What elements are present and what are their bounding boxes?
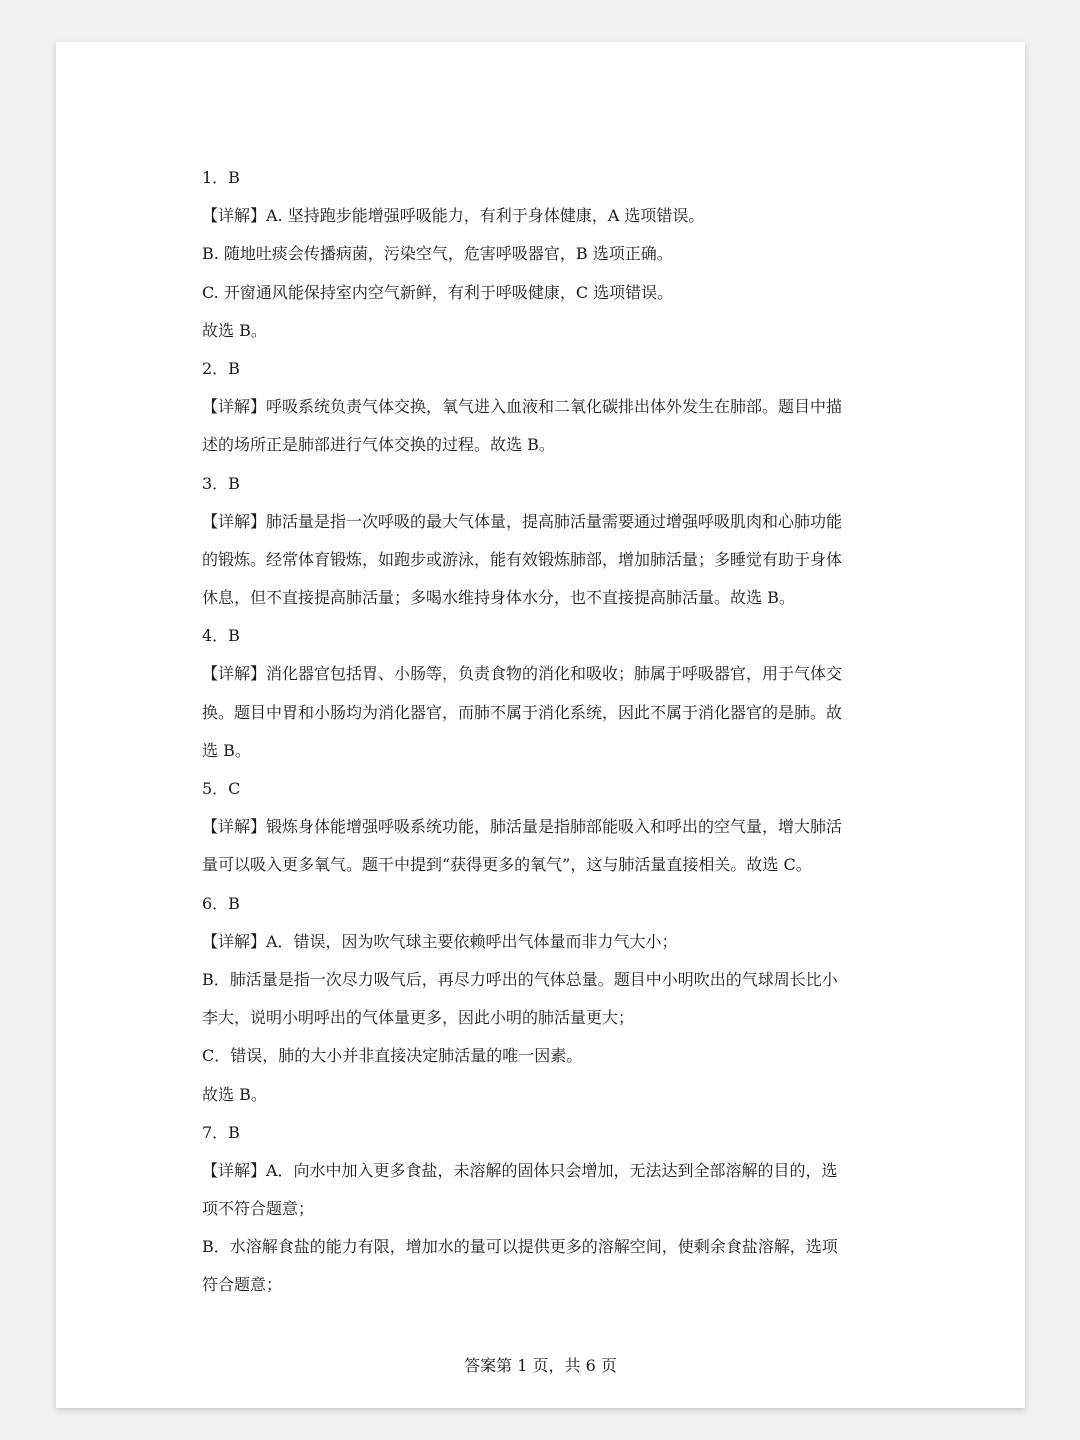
- text-line: 4．B: [202, 626, 240, 646]
- text-line: 故选 B。: [202, 1084, 267, 1104]
- text-line: 项不符合题意；: [202, 1199, 315, 1219]
- text-line: 休息，但不直接提高肺活量；多喝水维持身体水分，也不直接提高肺活量。故选 B。: [202, 588, 795, 608]
- text-line: C．错误，肺的大小并非直接决定肺活量的唯一因素。: [202, 1046, 583, 1066]
- text-line: 故选 B。: [202, 320, 267, 340]
- text-line: 【详解】A．错误，因为吹气球主要依赖呼出气体量而非力气大小；: [202, 931, 678, 951]
- text-line: 的锻炼。经常体育锻炼，如跑步或游泳，能有效锻炼肺部，增加肺活量；多睡觉有助于身体: [202, 549, 843, 569]
- text-line: 2．B: [202, 358, 240, 378]
- answer-content: [202, 163, 882, 1309]
- text-line: B．肺活量是指一次尽力吸气后，再尽力呼出的气体总量。题目中小明吹出的气球周长比小: [202, 969, 838, 989]
- text-line: 6．B: [202, 893, 240, 913]
- page-footer: 答案第 1 页，共 6 页: [464, 1356, 617, 1375]
- text-line: 1．B: [202, 168, 240, 187]
- text-line: 换。题目中胃和小肠均为消化器官，而肺不属于消化系统，因此不属于消化器官的是肺。故: [202, 702, 843, 722]
- text-line: C. 开窗通风能保持室内空气新鲜，有利于呼吸健康，C 选项错误。: [202, 282, 674, 302]
- text-line: 符合题意；: [202, 1275, 283, 1295]
- text-line: 量可以吸入更多氧气。题干中提到“获得更多的氧气”，这与肺活量直接相关。故选 C。: [202, 855, 812, 875]
- text-line: 3．B: [202, 473, 240, 493]
- document-page: [56, 42, 1025, 1408]
- text-line: 【详解】呼吸系统负责气体交换，氧气进入血液和二氧化碳排出体外发生在肺部。题目中描: [202, 397, 843, 417]
- text-line: B．水溶解食盐的能力有限，增加水的量可以提供更多的溶解空间，使剩余食盐溶解，选项: [202, 1237, 838, 1257]
- text-line: 【详解】锻炼身体能增强呼吸系统功能，肺活量是指肺部能吸入和呼出的空气量，增大肺活: [202, 817, 843, 837]
- text-line: 选 B。: [202, 740, 251, 760]
- text-line: 【详解】肺活量是指一次呼吸的最大气体量，提高肺活量需要通过增强呼吸肌肉和心肺功能: [202, 511, 843, 531]
- text-line: 述的场所正是肺部进行气体交换的过程。故选 B。: [202, 435, 555, 455]
- text-line: B. 随地吐痰会传播病菌，污染空气，危害呼吸器官，B 选项正确。: [202, 244, 673, 264]
- text-line: 【详解】A．向水中加入更多食盐，未溶解的固体只会增加，无法达到全部溶解的目的，选: [202, 1160, 838, 1180]
- text-line: 【详解】消化器官包括胃、小肠等，负责食物的消化和吸收；肺属于呼吸器官，用于气体交: [202, 664, 843, 684]
- text-line: 5．C: [202, 779, 241, 798]
- text-line: 【详解】A. 坚持跑步能增强呼吸能力，有利于身体健康，A 选项错误。: [202, 206, 705, 226]
- text-line: 7．B: [202, 1122, 240, 1142]
- text-line: 李大，说明小明呼出的气体量更多，因此小明的肺活量更大；: [202, 1008, 635, 1028]
